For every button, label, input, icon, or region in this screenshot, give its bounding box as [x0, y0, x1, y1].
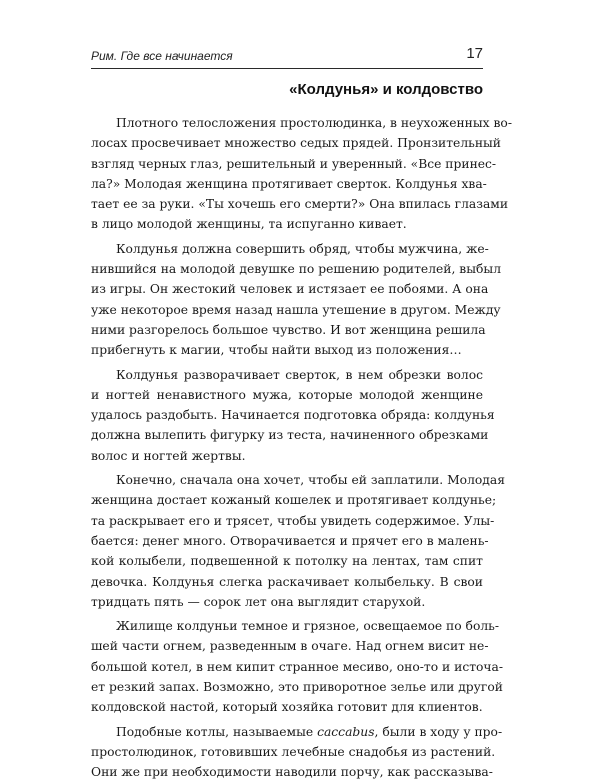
section-heading: «Колдунья» и колдовство	[289, 81, 483, 98]
running-title: Рим. Где все начинается	[91, 49, 233, 63]
text-line: большой котел, в нем кипит странное месиво, оно-то и источа-	[91, 659, 504, 674]
text-line: девочка. Колдунья слегка раскачивает колыбельку. В свои	[91, 574, 483, 589]
page-number: 17	[466, 45, 483, 62]
text-line: удалось раздобыть. Начинается подготовка обряда: колдунья	[91, 408, 495, 423]
text-line: кой колыбели, подвешенной к потолку на лентах, там спит	[91, 554, 483, 569]
text-line: женщина достает кожаный кошелек и протягивает колдунье;	[91, 493, 497, 508]
text-line: Они же при необходимости наводили порчу, как рассказыва-	[91, 765, 493, 780]
text-line: Конечно, сначала она хочет, чтобы ей заплатили. Молодая	[116, 473, 505, 488]
text-run: Подобные котлы, называемые	[116, 724, 318, 739]
paragraph-3	[91, 365, 495, 466]
text-line: колдовской настой, который хозяйка готовит для клиентов.	[91, 700, 483, 715]
running-header	[91, 45, 483, 69]
text-line: Колдунья разворачивает сверток, в нем обрезки волос	[116, 367, 483, 382]
text-line: бается: денег много. Отворачивается и прячет его в малень-	[91, 533, 489, 548]
text-line: в лицо молодой женщины, та испуганно кивает.	[91, 217, 407, 232]
text-line: Плотного телосложения простолюдинка, в неухоженных во-	[116, 116, 512, 130]
text-line: должна вылепить фигурку из теста, начиненного обрезками	[91, 428, 489, 443]
text-line: простолюдинок, готовивших лечебные снадобья из растений.	[91, 744, 496, 759]
paragraph-2	[91, 239, 502, 361]
text-line: ет резкий запах. Возможно, это приворотное зелье или другой	[91, 680, 503, 695]
text-line: прибегнуть к магии, чтобы найти выход из положения…	[91, 343, 462, 358]
text-line: Колдунья должна совершить обряд, чтобы мужчина, же-	[116, 241, 489, 256]
text-line: лосах просвечивает множество седых прядей. Пронзительный	[91, 136, 502, 151]
paragraph-6	[91, 722, 503, 783]
text-line	[91, 722, 503, 742]
text-line: Жилище колдуньи темное и грязное, освещаемое по боль-	[116, 619, 500, 634]
body-text	[91, 113, 512, 783]
text-line: волос и ногтей жертвы.	[91, 448, 246, 463]
text-line: та раскрывает его и трясет, чтобы увидеть содержимое. Улы-	[91, 513, 495, 528]
text-line: тает ее за руки. «Ты хочешь его смерти?» Она впилась глазами	[91, 197, 509, 212]
text-line: нившийся на молодой девушке по решению родителей, выбыл	[91, 262, 502, 277]
paragraph-5	[91, 616, 504, 717]
paragraph-4	[91, 470, 505, 612]
text-line: и ногтей ненавистного мужа, которые молодой женщине	[91, 387, 483, 402]
latin-term: caccabus	[317, 724, 375, 739]
text-line: шей части огнем, разведенным в очаге. Над огнем висит не-	[91, 639, 489, 654]
text-line: тридцать пять — сорок лет она выглядит старухой.	[91, 594, 426, 609]
text-run: , были в ходу у про-	[374, 724, 503, 739]
text-line: уже некоторое время назад нашла утешение в другом. Между	[91, 302, 501, 317]
text-line: ними разгорелось большое чувство. И вот женщина решила	[91, 322, 486, 337]
text-line: взгляд черных глаз, решительный и уверенный. «Все принес-	[91, 156, 497, 171]
paragraph-1	[91, 113, 512, 235]
text-line: из игры. Он жестокий человек и истязает ее побоями. А она	[91, 282, 489, 297]
text-line: ла?» Молодая женщина протягивает сверток. Колдунья хва-	[91, 176, 487, 191]
